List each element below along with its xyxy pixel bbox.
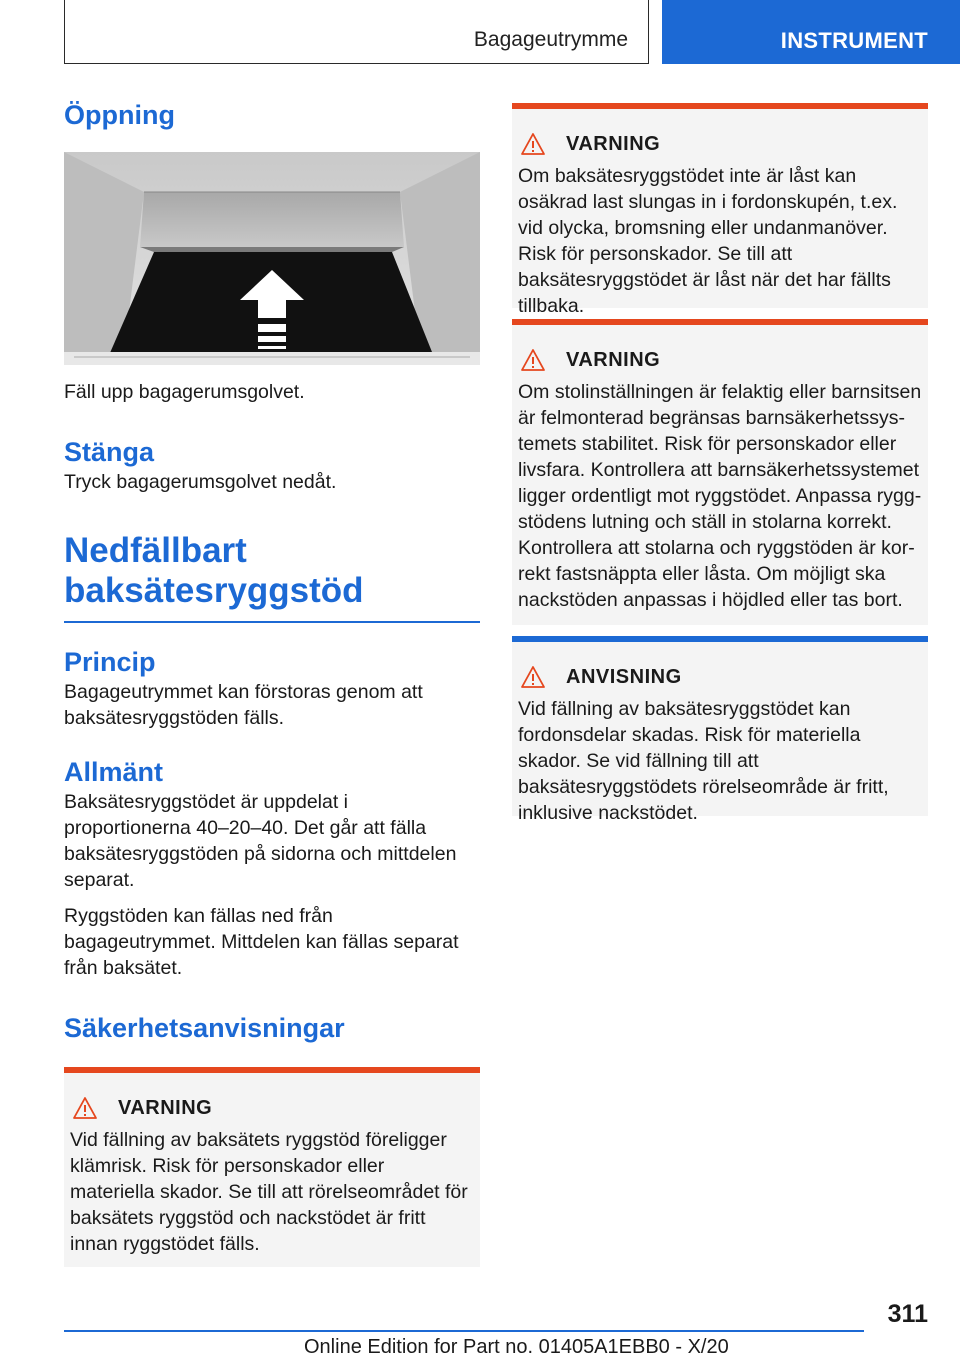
footer-edition: Online Edition for Part no. 01405A1EBB0 - X/20 xyxy=(304,1336,729,1358)
main-heading xyxy=(64,531,480,611)
warning-box-1 xyxy=(64,1067,480,1267)
heading-divider xyxy=(64,621,480,623)
general-text-1: Baksätesryggstödet är uppdelat i proportionerna 40–20–40. Det går att fälla baksätesryggstöden på sidorna och mittdelen separat. xyxy=(64,791,457,891)
section-title: Bagageutrymme xyxy=(473,28,628,51)
notice-text: Vid fällning av baksätesryggstödet kan fordonsdelar skadas. Risk för materiella skador. Se vid fällning till att baksätesryggstödets rörelseområde är fritt, inklusive nackstödet. xyxy=(518,698,889,824)
warning-box-2 xyxy=(512,103,928,317)
warning-header xyxy=(64,1093,480,1123)
chapter-title: INSTRUMENT xyxy=(780,28,928,53)
header-chapter-tab xyxy=(662,0,960,64)
page-number: 311 xyxy=(887,1300,928,1328)
closing-text: Tryck bagagerumsgolvet nedåt. xyxy=(64,471,337,493)
warning-title: VARNING xyxy=(566,348,661,371)
warning-text: Vid fällning av baksätets ryggstöd föreligger klämrisk. Risk för personskador eller materiella skador. Se till att rörelseområdet för baksätets ryggstöd och nackstödet är fritt innan ryggstödet fälls. xyxy=(70,1129,468,1255)
figure-caption: Fäll upp bagagerumsgolvet. xyxy=(64,381,305,403)
right-column xyxy=(512,103,928,824)
closing-heading: Stänga xyxy=(64,437,155,467)
principle-heading: Princip xyxy=(64,647,156,677)
footer-divider xyxy=(64,1330,864,1332)
warning-triangle-icon xyxy=(520,132,546,156)
warning-title: VARNING xyxy=(118,1096,213,1119)
general-heading: Allmänt xyxy=(64,757,164,787)
general-text-2: Ryggstöden kan fällas ned från bagageutrymmet. Mittdelen kan fällas separat från baksätet. xyxy=(64,905,459,979)
main-heading-line2: baksätesryggstöd xyxy=(64,571,364,610)
notice-box xyxy=(512,636,928,824)
safety-heading: Säkerhetsanvisningar xyxy=(64,1013,345,1043)
trunk-floor-illustration xyxy=(64,152,480,365)
warning-header xyxy=(512,129,928,159)
warning-box-3 xyxy=(512,319,928,625)
notice-header xyxy=(512,662,928,692)
warning-triangle-icon xyxy=(72,1096,98,1120)
principle-text: Bagageutrymmet kan förstoras genom att baksätesryggstöden fälls. xyxy=(64,681,423,729)
warning-triangle-icon xyxy=(520,348,546,372)
header-section-tab xyxy=(64,0,649,64)
notice-title: ANVISNING xyxy=(566,665,682,688)
warning-header xyxy=(512,345,928,375)
opening-heading: Öppning xyxy=(64,100,175,130)
warning-text: Om baksätesryggstödet inte är låst kan osäkrad last slungas in i fordonskupén, t.ex. vid olycka, bromsning eller undanmanöver. Risk för personskador. Se till att baksätesryggstödet är låst när det har fällts tillbaka. xyxy=(518,165,898,317)
warning-text: Om stolinställningen är felaktig eller barnsitsen är felmonterad begränsas barnsäkerhetssystemets stabilitet. Risk för personskador eller livsfara. Kontrollera att barnsäkerhetssystemet ligger ordentligt mot ryggstödet. Anpassa ryggstödens lutning och ställ in stolarna korrekt. Kontrollera att stolarna och ryggstöden är korrekt fastsnäppta eller låsta. Om möjligt ska nackstöden anpassas i höjdled eller tas bort. xyxy=(518,381,922,611)
warning-title: VARNING xyxy=(566,132,661,155)
trunk-floor-image xyxy=(64,152,480,365)
left-column xyxy=(64,98,480,1267)
notice-triangle-icon xyxy=(520,665,546,689)
main-heading-line1: Nedfällbart xyxy=(64,531,247,570)
